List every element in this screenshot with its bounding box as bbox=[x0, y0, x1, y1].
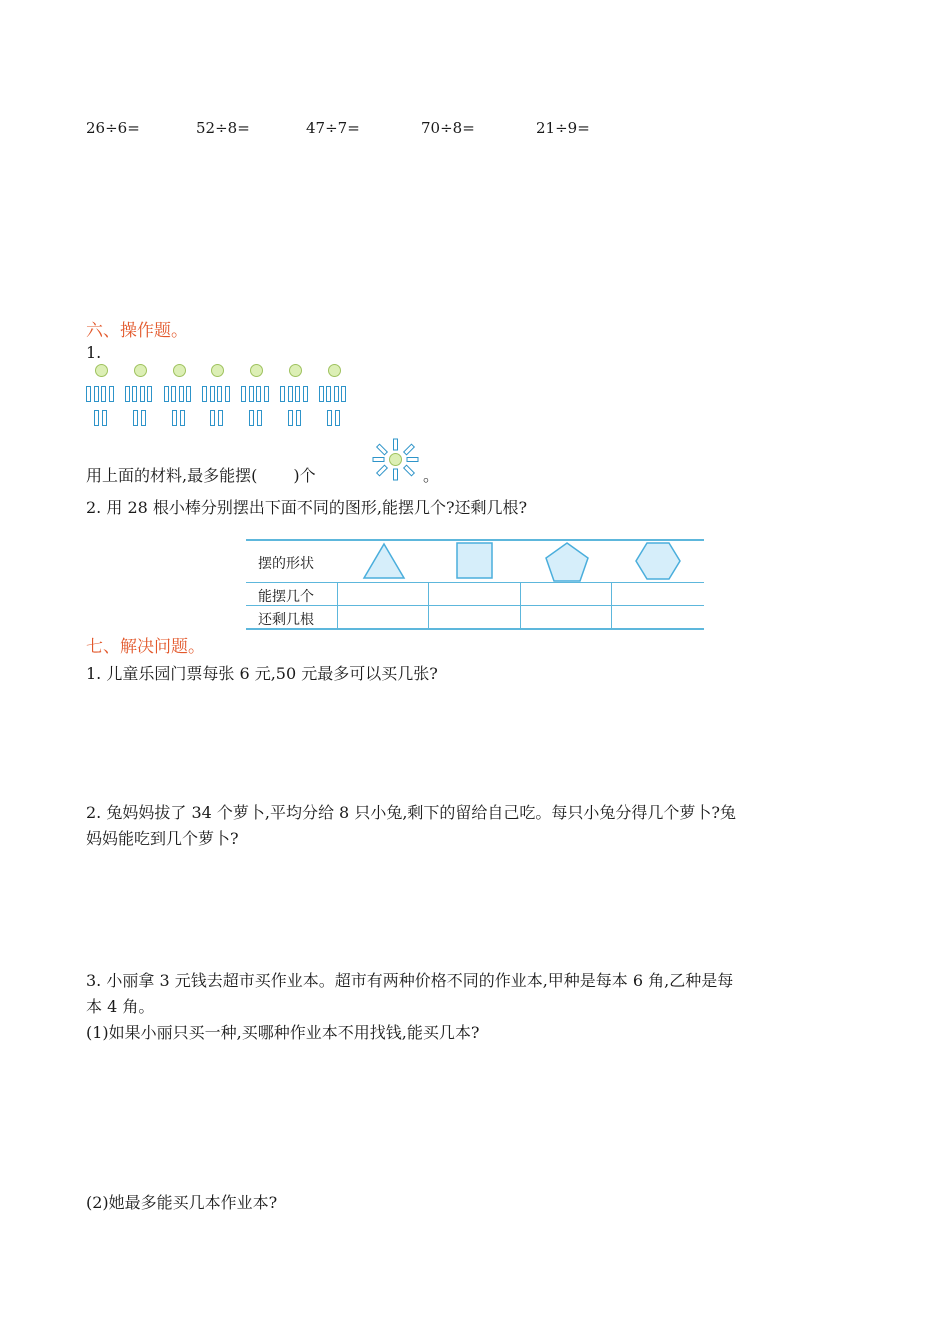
material-stick bbox=[341, 386, 346, 402]
remaining-cell-pentagon[interactable] bbox=[521, 606, 611, 628]
q1-text-before: 用上面的材料,最多能摆( bbox=[86, 466, 258, 485]
section7-q2-line2: 妈妈能吃到几个萝卜? bbox=[86, 829, 239, 848]
row-label-remaining: 还剩几根 bbox=[258, 612, 314, 628]
material-stick bbox=[288, 410, 293, 426]
pentagon-shape-icon bbox=[543, 541, 591, 583]
material-stick bbox=[264, 386, 269, 402]
division-problem-2: 52÷8= bbox=[196, 119, 250, 137]
material-stick bbox=[335, 410, 340, 426]
hexagon-shape-icon bbox=[634, 541, 682, 581]
material-stick bbox=[249, 386, 254, 402]
material-stick bbox=[125, 386, 130, 402]
material-stick bbox=[180, 410, 185, 426]
section7-q3-sub2: (2)她最多能买几本作业本? bbox=[86, 1193, 278, 1212]
material-stick bbox=[186, 386, 191, 402]
material-stick bbox=[288, 386, 293, 402]
section6-heading: 六、操作题。 bbox=[86, 321, 188, 341]
remaining-cell-square[interactable] bbox=[429, 606, 519, 628]
division-problem-4: 70÷8= bbox=[421, 119, 475, 137]
count-cell-pentagon[interactable] bbox=[521, 583, 611, 605]
material-stick bbox=[147, 386, 152, 402]
material-stick bbox=[202, 386, 207, 402]
row-label-count: 能摆几个 bbox=[258, 589, 314, 605]
q1-text-after: )个 bbox=[293, 466, 316, 485]
q1-end-mark: 。 bbox=[423, 466, 440, 485]
material-stick bbox=[141, 410, 146, 426]
material-stick bbox=[296, 410, 301, 426]
section6-q2-text: 2. 用 28 根小棒分别摆出下面不同的图形,能摆几个?还剩几根? bbox=[86, 498, 528, 517]
material-stick bbox=[94, 410, 99, 426]
material-stick bbox=[94, 386, 99, 402]
count-cell-hexagon[interactable] bbox=[612, 583, 702, 605]
section6-q1-number: 1. bbox=[86, 343, 102, 362]
row-label-shape: 摆的形状 bbox=[258, 556, 314, 572]
section6-q1-text bbox=[86, 463, 316, 486]
material-stick bbox=[86, 386, 91, 402]
section7-q3-line1: 3. 小丽拿 3 元钱去超市买作业本。超市有两种价格不同的作业本,甲种是每本 6 角,乙种是每 bbox=[86, 971, 734, 990]
section7-q1: 1. 儿童乐园门票每张 6 元,50 元最多可以买几张? bbox=[86, 664, 438, 683]
material-stick bbox=[303, 386, 308, 402]
material-stick bbox=[164, 386, 169, 402]
remaining-cell-hexagon[interactable] bbox=[612, 606, 702, 628]
square-shape-icon bbox=[455, 541, 495, 581]
material-stick bbox=[101, 386, 106, 402]
material-stick bbox=[217, 386, 222, 402]
material-stick bbox=[218, 410, 223, 426]
material-stick bbox=[102, 410, 107, 426]
material-stick bbox=[334, 386, 339, 402]
material-stick bbox=[257, 410, 262, 426]
material-stick bbox=[210, 410, 215, 426]
sun-shape-icon bbox=[370, 438, 422, 482]
material-stick bbox=[172, 410, 177, 426]
remaining-cell-triangle[interactable] bbox=[338, 606, 428, 628]
material-stick bbox=[295, 386, 300, 402]
material-stick bbox=[225, 386, 230, 402]
count-cell-square[interactable] bbox=[429, 583, 519, 605]
material-stick bbox=[249, 410, 254, 426]
material-dot bbox=[134, 364, 147, 377]
material-stick bbox=[179, 386, 184, 402]
material-stick bbox=[319, 386, 324, 402]
material-stick bbox=[326, 386, 331, 402]
section7-q2-line1: 2. 兔妈妈拔了 34 个萝卜,平均分给 8 只小兔,剩下的留给自己吃。每只小兔分得几个萝卜?兔 bbox=[86, 803, 736, 822]
table-bottom-line bbox=[246, 628, 704, 630]
section7-heading: 七、解决问题。 bbox=[86, 637, 205, 657]
material-stick bbox=[327, 410, 332, 426]
material-stick bbox=[132, 386, 137, 402]
material-stick bbox=[109, 386, 114, 402]
section7-q3-sub1: (1)如果小丽只买一种,买哪种作业本不用找钱,能买几本? bbox=[86, 1023, 480, 1042]
material-dot bbox=[289, 364, 302, 377]
count-cell-triangle[interactable] bbox=[338, 583, 428, 605]
material-dot bbox=[328, 364, 341, 377]
material-stick bbox=[241, 386, 246, 402]
material-dot bbox=[95, 364, 108, 377]
material-stick bbox=[133, 410, 138, 426]
material-stick bbox=[171, 386, 176, 402]
material-stick bbox=[280, 386, 285, 402]
division-problem-1: 26÷6= bbox=[86, 119, 140, 137]
triangle-shape-icon bbox=[361, 542, 407, 580]
material-dot bbox=[173, 364, 186, 377]
division-problem-3: 47÷7= bbox=[306, 119, 360, 137]
section7-q3-line2: 本 4 角。 bbox=[86, 997, 155, 1016]
material-stick bbox=[140, 386, 145, 402]
division-problem-5: 21÷9= bbox=[536, 119, 590, 137]
material-dot bbox=[250, 364, 263, 377]
material-stick bbox=[256, 386, 261, 402]
material-stick bbox=[210, 386, 215, 402]
material-dot bbox=[211, 364, 224, 377]
